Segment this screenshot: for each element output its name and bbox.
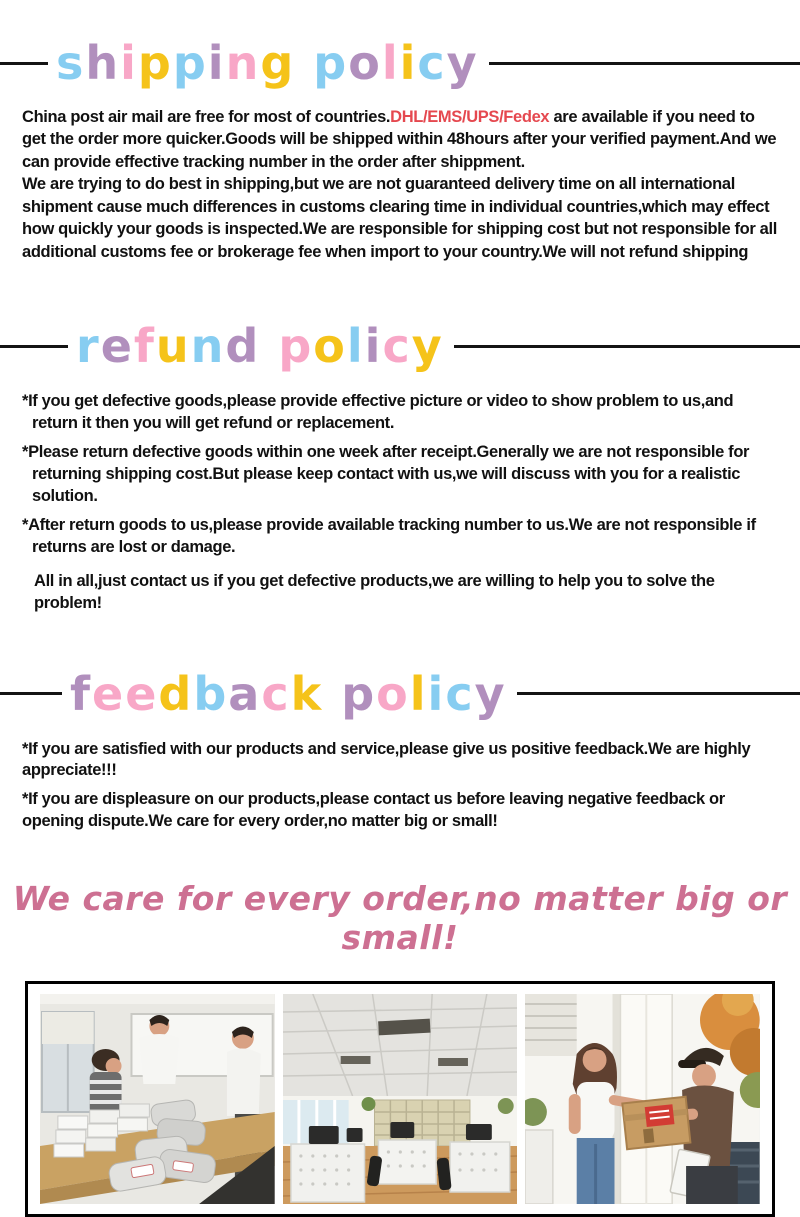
care-slogan: We care for every order,no matter big or small! [12,879,788,958]
photo-delivery-handoff [525,994,760,1204]
feedback-policy-title [0,663,800,725]
divider-line [0,692,62,695]
photo-office-interior [283,994,518,1204]
feedback-policy-list [22,739,782,834]
refund-item: *After return goods to us,please provide available tracking number to us.We are not responsible if returns are lost or damage. [22,515,756,556]
shipping-text-paragraph2: We are trying to do best in shipping,but we are not guaranteed delivery time on all international shipment cause much differences in customs clearing time in individual countries,which may effect how quickly your goods is inspected.We are responsible for shipping cost but not responsible for all additional customs fee or brokerage fee when import to your country.We will not refund shipping [22,175,777,261]
feedback-item: *If you are satisfied with our products and service,please give us positive feedback.We are highly appreciate!!! [22,739,751,780]
shipping-text-part1: China post air mail are free for most of countries. [22,108,391,126]
divider-line [517,692,800,695]
divider-line [489,62,800,65]
refund-policy-list [22,391,782,614]
feedback-item: *If you are displeasure on our products,please contact us before leaving negative feedback or opening dispute.We care for every order,no matter big or small! [22,790,725,831]
photo-packing-warehouse [40,994,275,1204]
shipping-policy-text [22,106,782,263]
shipping-policy-title [0,32,800,94]
refund-policy-title-text: refund policy [76,319,444,374]
refund-closing-note: All in all,just contact us if you get defective products,we are willing to help you to solve the problem! [34,571,715,612]
shipping-couriers-highlight: DHL/EMS/UPS/Fedex [390,108,550,126]
divider-line [0,345,68,348]
divider-line [454,345,800,348]
packing-warehouse-illustration [40,994,275,1204]
divider-line [0,62,48,65]
shipping-policy-title-text: shipping policy [56,36,479,90]
refund-item: *Please return defective goods within one week after receipt.Generally we are not responsible for returning shipping cost.But please keep contact with us,we will discuss with you for a realistic solution. [22,442,750,505]
office-interior-illustration [283,994,518,1204]
shipping-text-part2: are available if you need to get the order more quicker.Goods will be shipped within 48hours after your verified payment.And we can provide effective tracking number in the order after shippment. [22,108,777,171]
refund-policy-title [0,315,800,377]
photo-strip [25,981,775,1217]
feedback-policy-title-text: feedback policy [70,666,507,721]
delivery-handoff-illustration [525,994,760,1204]
refund-item: *If you get defective goods,please provide effective picture or video to show problem to us,and return it then you will get refund or replacement. [22,392,734,432]
